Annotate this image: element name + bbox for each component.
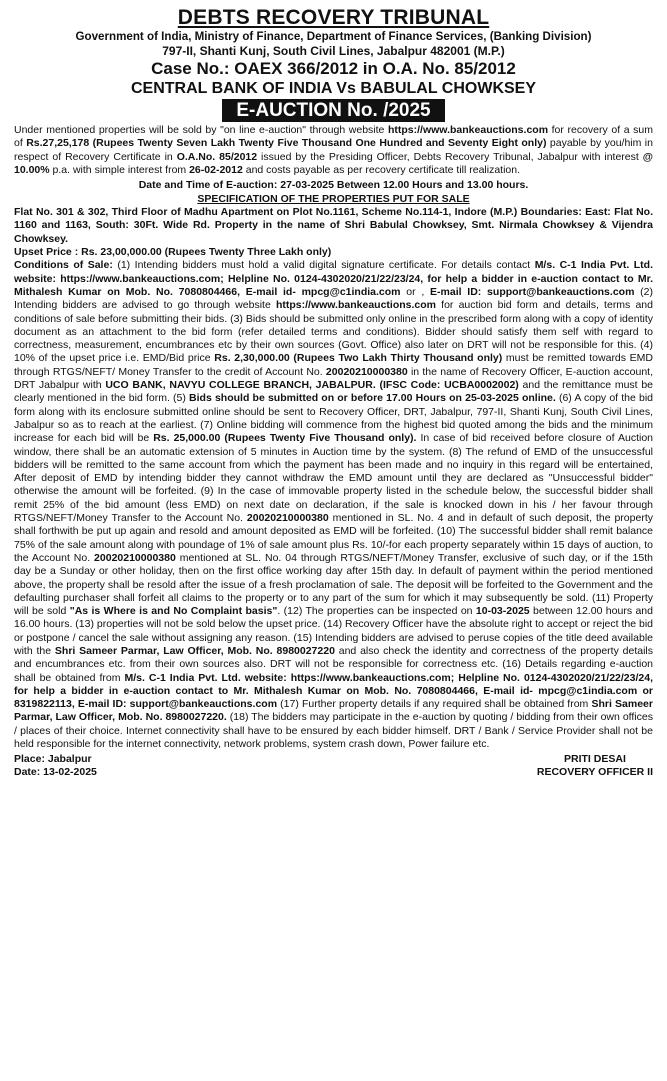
condition-text: in the name of Recovery Officer, E-auction account, DRT Jabalpur with [14,365,653,392]
intro-text: issued by the Presiding Officer, Debts Recovery Tribunal, Jabalpur with interest [257,150,643,163]
intro-text: for recovery of a sum of [14,124,653,150]
upset-price: Upset Price : Rs. 23,00,000.00 (Rupees Twenty Three Lakh only) [14,246,332,259]
intro-text: p.a. with simple interest from [49,163,190,176]
recovery-amount: Rs.27,25,178 (Rupees Twenty Seven Lakh Twenty Five Thousand One Hundred and Seventy Eight only) [26,137,547,150]
condition-text: (18) The bidders may participate in the e-auction by quoting / bidding from their own offices / places of their choice. Internet connectivity shall have to be ensured by each bidder himself. DRT / Bank / Service Provider shall not be held responsible for the internet connectivity, network problems, system crash down, Power failure etc. [14,711,653,751]
intro-paragraph [14,124,653,177]
case-parties: CENTRAL BANK OF INDIA Vs BABULAL CHOWKSEY [130,80,537,97]
auction-schedule: Date and Time of E-auction: 27-03-2025 Between 12.00 Hours and 13.00 hours. [138,179,529,192]
tribunal-address: 797-II, Shanti Kunj, South Civil Lines, Jabalpur 482001 (M.P.) [162,44,505,58]
conditions-label: Conditions of Sale: [14,259,113,272]
condition-text: (17) Further property details if any required shall be obtained from [277,698,592,711]
oa-number: O.A.No. 85/2012 [176,150,258,163]
condition-text: must be remitted towards EMD through RTGS/NEFT/ Money Transfer to the credit of Account No. [14,352,654,378]
condition-text: mentioned in SL. No. 4 and in default of such deposit, the property shall forthwith be put up again and resold and amount deposited as EMD will be forfeited. (10) The successful bidder shall remit balance 75% of the sale amount along with poundage of 1% of sale amount plus Rs. 10/-for each property separately within 15 days of auction, to the Account No. [14,512,653,564]
place: Place: Jabalpur [14,753,92,766]
inspection-date: 10-03-2025 [475,605,530,618]
intro-text: payable by you/him in respect of Recovery Certificate in [14,137,653,163]
condition-text: (6) A copy of the bid form along with its enclosure submitted online should be sent to Recovery Officer, DRT, Jabalpur, 797-II, Shanti Kunj, South Civil Lines, Jabalpur so as to reach at the earliest. (7) Online bidding will commence from the highest bid quoted among the bids and the minimum increase for each bid will be [14,392,654,445]
signatory-block [537,753,653,778]
officer-name: PRITI DESAI [564,753,626,766]
condition-text: and the remittance must be clearly mentioned in the bid form. (5) [14,379,654,405]
condition-text: or , [400,285,431,298]
place-date-block [14,753,97,778]
condition-text: for auction bid form and details, terms and conditions of sale before submitting their bids. (3) Bids should be submitted only online in the prescribed form along with a copy of identity document as an attachment to the bid form (refer detailed terms and conditions). Bidder should satisfy them self with regard to correctness, measurement, encumbrances etc by their own sources (Govt. Office) also later on DRT will not be responsible for this. (4) 10% of the upset price i.e. EMD/Bid price [14,299,653,365]
auction-banner [14,99,653,122]
condition-text: and also check the identity and correctness of the property details and encumbrances etc. from their own sources also. DRT will not be responsible for correctness etc. (16) Details regarding e-auction shall be obtained from [14,644,653,684]
website-link: https://www.bankeauctions.com [275,299,437,312]
bid-increment: Rs. 25,000.00 (Rupees Twenty Five Thousand only). [153,432,417,445]
account-number: 20020210000380 [94,551,176,564]
condition-text: In case of bid received before closure of Auction window, there shall be an automatic extension of 5 minutes in Auction time by the system. (8) The refund of EMD of the unsuccessful bidders will be remitted to the same account from which the payment has been made and no inquiry in this regard will be entertained, After deposit of EMD by intending bidder they cannot withdraw the EMD amount until they are declared as "Unsuccessful bidder" otherwise the amount will be forfeited. (9) In the case of immovable property listed in the schedule below, the successful bidder shall remit 25% of the bid amount (less EMD) on next date on declaration, if the sale is knocked down in his / her favour through RTGS/NEFT/Money Transfer to the Account No. [14,432,654,525]
interest-date: 26-02-2012 [189,163,243,176]
tribunal-title: DEBTS RECOVERY TRIBUNAL [177,6,490,29]
interest-rate: @ 10.00% [14,150,654,176]
conditions-of-sale [14,259,653,751]
auction-number: E-AUCTION No. /2025 [222,99,444,122]
property-description: Flat No. 301 & 302, Third Floor of Madhu Apartment on Plot No.1161, Scheme No.114-1, Indore (M.P.) Boundaries: East: Flat No. 1160 and 1163, South: 30Ft. Wide Rd. Property in the name of Shri Babulal Chowksey, Smt. Nirmala Chowksey & Vijendra Chowksey. [14,206,653,245]
website-link: https://www.bankeauctions.com [387,124,549,136]
contact-details: M/s. C-1 India Pvt. Ltd. website: https://www.bankeauctions.com; Helpline No. 0124-4302020/21/22/23/24, for help a bidder in e-auction contact to Mr. Mithalesh Kumar on Mob. No. 7080804466, E-mail id- mpcg@c1india.com [14,259,653,298]
condition-text: (2) Intending bidders are advised to go through website [14,285,653,312]
ministry-line: Government of India, Ministry of Finance, Department of Finance Services, (Banking Division) [75,30,592,43]
bid-deadline: Bids should be submitted on or before 17.00 Hours on 25-03-2025 online. [189,392,556,405]
emd-amount: Rs. 2,30,000.00 (Rupees Two Lakh Thirty Thousand only) [214,352,503,365]
intro-text: Under mentioned properties will be sold by "on line e-auction" through website [14,124,388,136]
law-officer-contact: Shri Sameer Parmar, Law Officer, Mob. No. 8980027220 [54,644,335,657]
notice-footer [14,753,653,778]
account-number: 20020210000380 [246,512,329,525]
account-number: 20020210000380 [325,365,408,378]
sale-basis: "As is Where is and No Complaint basis" [69,605,278,618]
condition-text: (1) Intending bidders must hold a valid digital signature certificate. For details contact [112,259,535,272]
bank-branch: UCO BANK, NAVYU COLLEGE BRANCH, JABALPUR. (IFSC Code: UCBA0002002) [105,379,519,392]
intro-text: and costs payable as per recovery certificate till realization. [242,163,521,176]
spec-heading: SPECIFICATION OF THE PROPERTIES PUT FOR SALE [197,192,470,205]
date: Date: 13-02-2025 [14,765,97,778]
support-email: E-mail ID: support@bankeauctions.com [430,285,635,298]
condition-text: between 12.00 hours and 16.00 hours. (13) properties will not be sold below the upset price. (14) Recovery Officer have the absolute right to accept or reject the bid or postpone / cancel the sale without assigning any reason. (15) Intending bidders are advised to peruse copies of the title deed available with the [14,605,653,657]
officer-title: RECOVERY OFFICER II [536,765,653,778]
law-officer-contact: Shri Sameer Parmar, Law Officer, Mob. No. 8980027220. [14,698,653,724]
case-number: Case No.: OAEX 366/2012 in O.A. No. 85/2012 [151,59,516,78]
condition-text: mentioned at SL. No. 04 through RTGS/NEFT/Money Transfer, exclusive of such day, or if the 15th day be a Sunday or other holiday, then on the first office working day after 15th day. In default of payment within the period mentioned above, the property shall be resold after the issue of a fresh proclamation of sale. The deposit will be forfeited to the Government and the defaulting purchaser shall forfeit all claims to the property or to any part of the sum for which it may subsequently be sold. (11) Property will be sold [14,551,653,618]
condition-text: . (12) The properties can be inspected on [277,605,476,618]
contact-details: M/s. C-1 India Pvt. Ltd. website: https://www.bankeauctions.com; Helpline No. 0124-4302020/21/22/23/24, for help a bidder in e-auction contact to Mr. Mithalesh Kumar on Mob. No. 7080804466, E-mail id- mpcg@c1india.com or 8319822113, E-mail ID: support@bankeauctions.com [14,671,653,711]
